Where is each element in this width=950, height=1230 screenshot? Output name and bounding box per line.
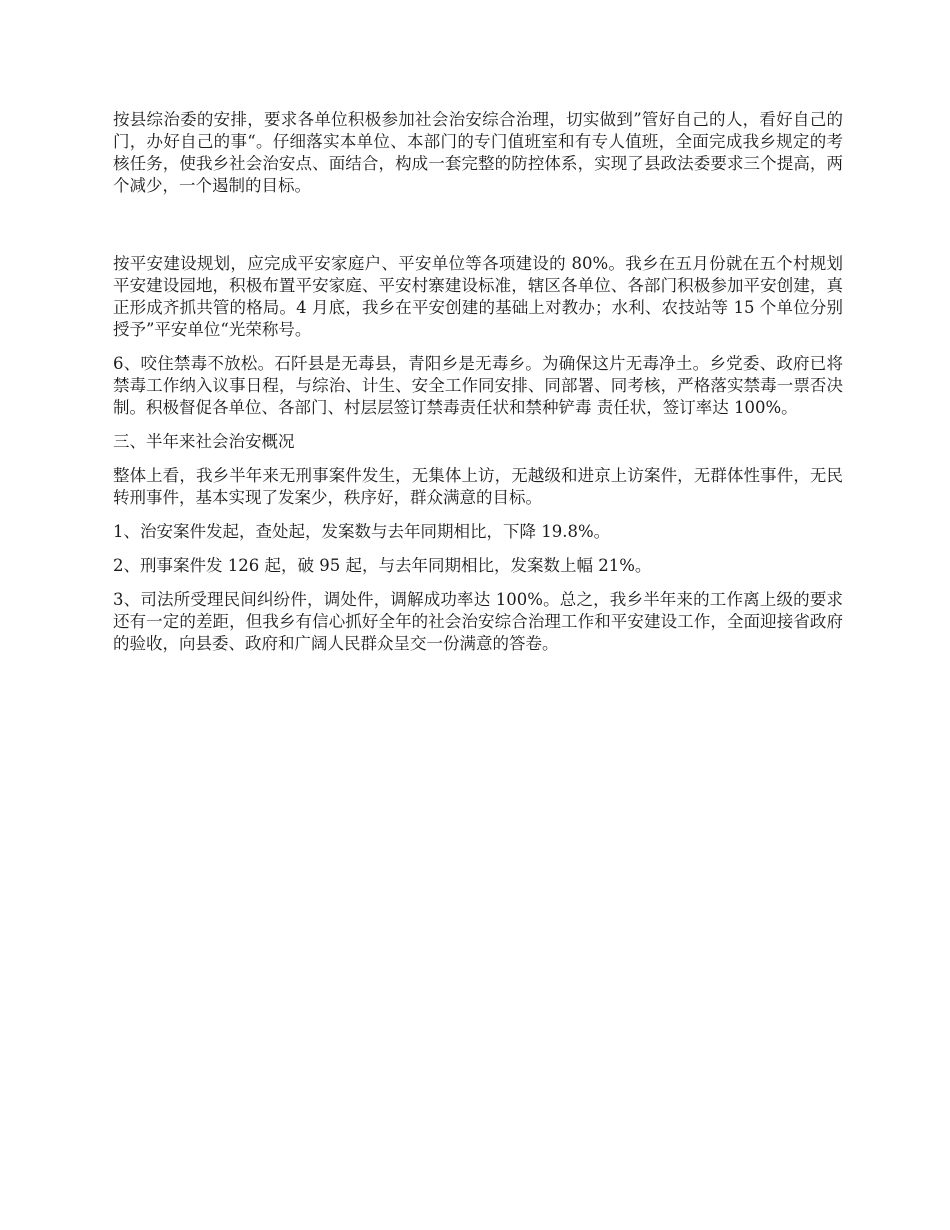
paragraph-comprehensive-governance: 按县综治委的安排，要求各单位积极参加社会治安综合治理，切实做到”管好自己的人，看好自己的门，办好自己的事“。仔细落实本单位、本部门的专门值班室和有专人值班，全面完成我乡规定的考核任务，使我乡社会治安点、面结合，构成一套完整的防控体系，实现了县政法委要求三个提高，两个减少，一个遏制的目标。 bbox=[113, 110, 843, 195]
paragraph-public-security-cases: 1、治安案件发起，查处起，发案数与去年同期相比，下降 19.8%。 bbox=[113, 522, 611, 541]
section-heading-security-overview: 三、半年来社会治安概况 bbox=[113, 432, 295, 451]
paragraph-anti-drug: 6、咬住禁毒不放松。石阡县是无毒县，青阳乡是无毒乡。为确保这片无毒净土。乡党委、政府已将禁毒工作纳入议事日程，与综治、计生、安全工作同安排、同部署、同考核，严格落实禁毒一票否决制。积极督促各单位、各部门、村层层签订禁毒责任状和禁种铲毒 责任状，签订率达 100%。 bbox=[113, 354, 843, 417]
paragraph-gap bbox=[113, 197, 843, 253]
paragraph-criminal-cases: 2、刑事案件发 126 起，破 95 起，与去年同期相比，发案数上幅 21%。 bbox=[113, 556, 652, 575]
document-body bbox=[113, 109, 843, 667]
paragraph-civil-disputes: 3、司法所受理民间纠纷件，调处件，调解成功率达 100%。总之，我乡半年来的工作离上级的要求还有一定的差距，但我乡有信心抓好全年的社会治安综合治理工作和平安建设工作，全面迎接省政府的验收，向县委、政府和广阔人民群众呈交一份满意的答卷。 bbox=[113, 590, 843, 653]
paragraph-safety-construction: 按平安建设规划，应完成平安家庭户、平安单位等各项建设的 80%。我乡在五月份就在五个村规划平安建设园地，积极布置平安家庭、平安村寨建设标准，辖区各单位、各部门积极参加平安创建，真正形成齐抓共管的格局。4 月底，我乡在平安创建的基础上对教办；水利、农技站等 15 个单位分别授予”平安单位“光荣称号。 bbox=[113, 254, 843, 339]
paragraph-overall-summary: 整体上看，我乡半年来无刑事案件发生，无集体上访，无越级和进京上访案件，无群体性事件，无民转刑事件，基本实现了发案少，秩序好，群众满意的目标。 bbox=[113, 466, 843, 507]
